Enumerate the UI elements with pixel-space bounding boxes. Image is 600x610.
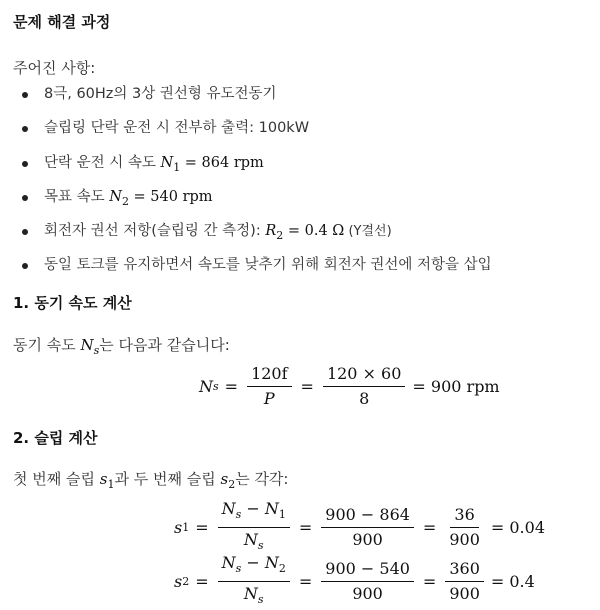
sync-speed-equation: N s = $\frac{120f}{P}$ = $\frac{120 \times 60}{8}$ = 900 rpm [199,364,500,408]
fraction: $\frac{120 \times 60}{8}$ [323,364,405,409]
bullet-icon [22,126,28,132]
bullet-icon [22,92,28,98]
given-label: 주어진 사항: [13,59,96,77]
fraction: $\frac{N_s - N_1}{N_s}$ [218,499,290,556]
given-list [0,84,492,290]
fraction: $\frac{900 - 864}{900}$ [321,505,414,550]
fraction: $\frac{120f}{P}$ [247,364,291,409]
list-item: 회전자 권선 저항(슬립링 간 측정): $R_2 = 0.4$ Ω (Y결선) [0,221,492,255]
list-item: 동일 토크를 유지하면서 속도를 낮추기 위해 회전자 권선에 저항을 삽입 [0,255,492,289]
slip1-equation: s 1 = $\frac{N_s - N_1}{N_s}$ = $\frac{900 - 864}{900}$ = $\frac{36}{900}$ = 0.04 [174,499,545,556]
bullet-icon [22,263,28,269]
fraction: $\frac{360}{900}$ [445,559,484,604]
fraction: $\frac{N_s - N_2}{N_s}$ [218,553,290,610]
list-item: 단락 운전 시 속도 $N_1 = 864$ rpm [0,153,492,187]
bullet-icon [22,161,28,167]
fraction: $\frac{900 - 540}{900}$ [321,559,414,604]
section2-intro: 첫 번째 슬립 $s_1$과 두 번째 슬립 $s_2$는 각각: [13,470,289,491]
bullet-icon [22,195,28,201]
fraction: $\frac{36}{900}$ [449,505,480,550]
bullet-icon [22,229,28,235]
list-item: 8극, 60Hz의 3상 권선형 유도전동기 [0,84,492,118]
list-item: 슬립링 단락 운전 시 전부하 출력: 100kW [0,118,492,152]
section1-heading: 1. 동기 속도 계산 [13,294,132,312]
section1-intro: 동기 속도 $N_s$는 다음과 같습니다: [13,336,230,357]
section2-heading: 2. 슬립 계산 [13,429,98,447]
slip2-equation: s 2 = $\frac{N_s - N_2}{N_s}$ = $\frac{900 - 540}{900}$ = $\frac{360}{900}$ = 0.4 [174,553,535,610]
list-item: 목표 속도 $N_2 = 540$ rpm [0,187,492,221]
section-title: 문제 해결 과정 [13,13,111,31]
